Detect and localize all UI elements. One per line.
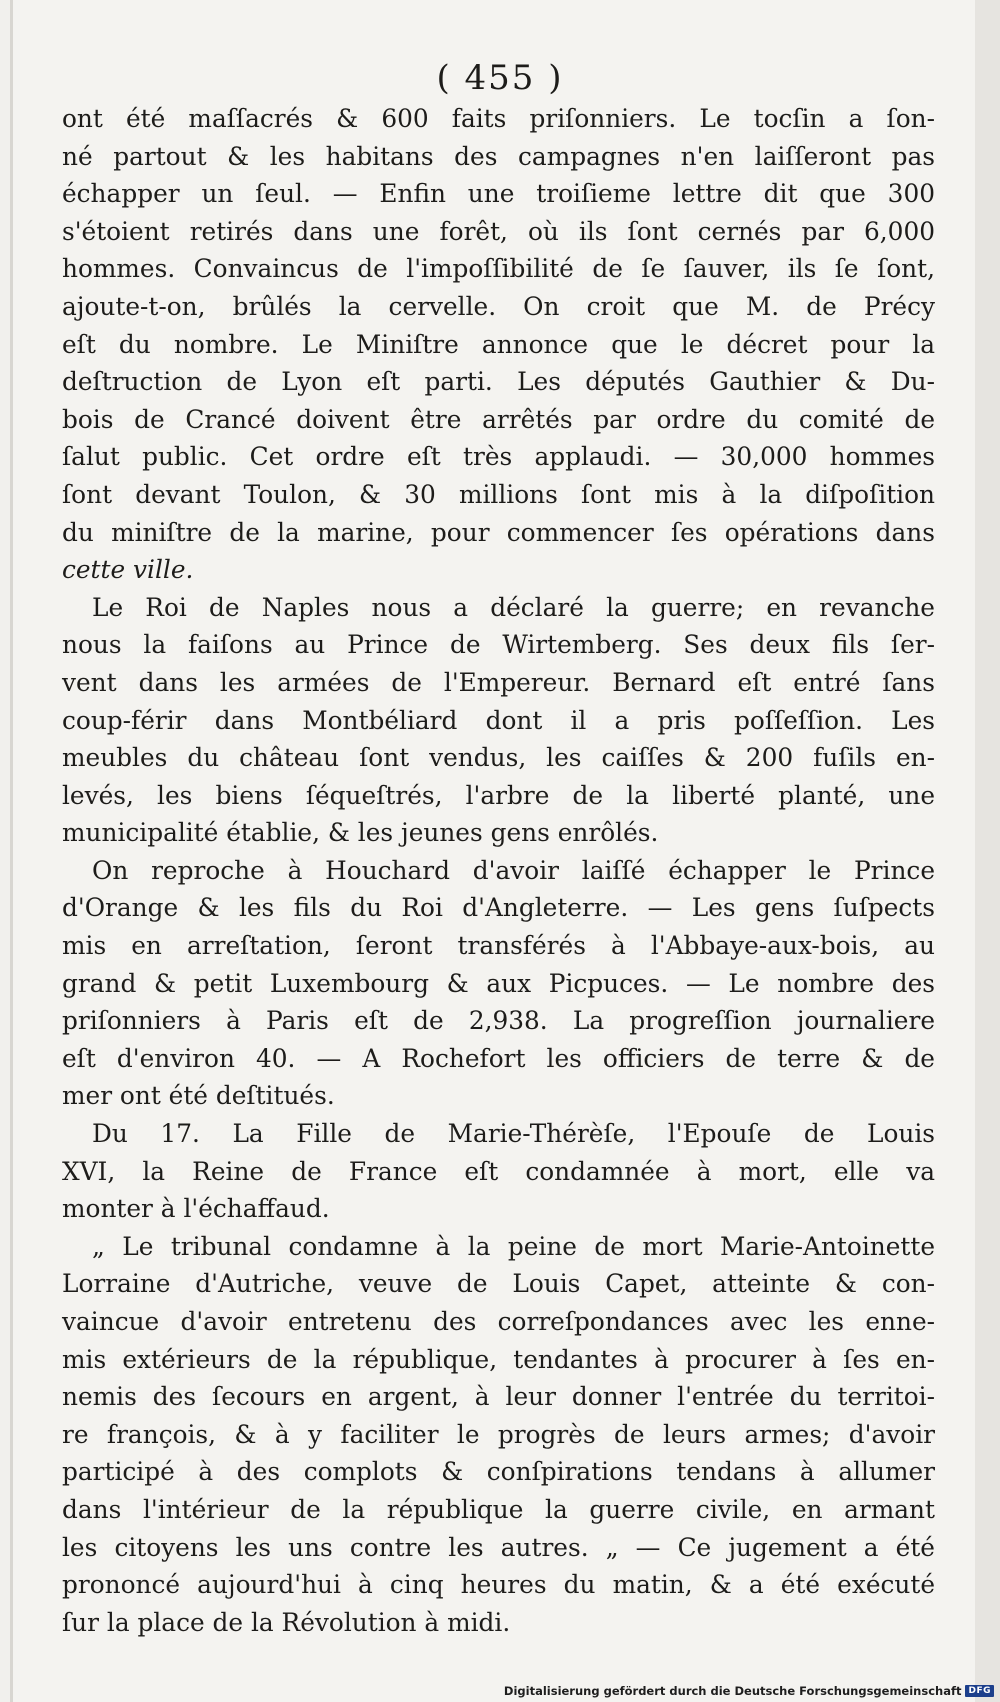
text-line: bois de Crancé doivent être arrêtés par ordre du comité de [62,404,935,434]
text-line: ſur la place de la Révolution à midi. [62,1607,511,1637]
text-line: cette ville. [62,555,194,585]
text-line: Lorraine d'Autriche, veuve de Louis Capet, atteinte & con- [62,1269,935,1299]
text-line: du miniſtre de la marine, pour commencer ſes opérations dans [62,517,935,547]
body-text [62,100,935,1641]
text-line: levés, les biens ſéqueſtrés, l'arbre de la liberté planté, une [62,780,935,810]
text-line: eſt d'environ 40. — A Rochefort les officiers de terre & de [62,1043,935,1073]
text-line: On reproche à Houchard d'avoir laiſſé échapper le Prince [92,855,935,885]
text-line: meubles du château ſont vendus, les caiſſes & 200 fuſils en- [62,743,935,773]
text-line: ſalut public. Cet ordre eſt très applaudi. — 30,000 hommes [62,442,935,472]
text-line: s'étoient retirés dans une forêt, où ils ſont cernés par 6,000 [62,216,935,246]
text-line: ſont devant Toulon, & 30 millions ſont mis à la diſpoſition [62,479,935,509]
text-line: re françois, & à y faciliter le progrès de leurs armes; d'avoir [62,1419,935,1449]
text-line: mer ont été deſtitués. [62,1081,335,1111]
text-line: mis en arreſtation, ſeront transférés à l'Abbaye-aux-bois, au [62,931,935,961]
text-line: deſtruction de Lyon eſt parti. Les députés Gauthier & Du- [62,367,935,397]
dfg-logo-icon: DFG [965,1685,994,1697]
text-line: vaincue d'avoir entretenu des correſpondances avec les enne- [62,1307,935,1336]
text-line: hommes. Convaincus de l'impoſſibilité de ſe ſauver, ils ſe ſont, [62,254,935,284]
text-line: participé à des complots & conſpirations tendans à allumer [62,1457,935,1487]
text-line: grand & petit Luxembourg & aux Picpuces. — Le nombre des [62,968,935,998]
text-line: ont été maſſacrés & 600 faits priſonniers. Le tocſin a ſon- [62,104,935,133]
credit-text: Digitalisierung gefördert durch die Deutsche Forschungsgemeinschaft [503,1684,962,1698]
page-number: ( 455 ) [436,58,564,98]
text-line: priſonniers à Paris eſt de 2,938. La progreſſion journaliere [62,1006,935,1036]
text-line: ajoute-t-on, brûlés la cervelle. On croit que M. de Précy [62,291,935,321]
page-edge [975,0,1000,1702]
text-line: échapper un ſeul. — Enfin une troiſieme lettre dit que 300 [62,179,935,209]
text-line: „ Le tribunal condamne à la peine de mort Marie-Antoinette [92,1231,935,1261]
text-line: d'Orange & les fils du Roi d'Angleterre. — Les gens ſuſpects [62,893,935,923]
text-line: nemis des ſecours en argent, à leur donner l'entrée du territoi- [62,1382,935,1412]
text-line: municipalité établie, & les jeunes gens enrôlés. [62,818,659,848]
text-line: coup-férir dans Montbéliard dont il a pris poſſeſſion. Les [62,705,935,735]
text-line: mis extérieurs de la république, tendantes à procurer à ſes en- [62,1344,935,1374]
text-line: nous la faiſons au Prince de Wirtemberg. Ses deux fils ſer- [62,630,935,660]
text-line: eſt du nombre. Le Miniſtre annonce que le décret pour la [62,329,935,359]
text-line: dans l'intérieur de la république la guerre civile, en armant [62,1494,935,1524]
text-line: né partout & les habitans des campagnes n'en laiſſeront pas [62,141,935,171]
text-line: les citoyens les uns contre les autres. „ — Ce jugement a été [62,1532,935,1562]
text-line: XVI, la Reine de France eſt condamnée à mort, elle va [62,1156,935,1186]
text-line: prononcé aujourd'hui à cinq heures du matin, & a été exécuté [62,1570,935,1600]
text-line: monter à l'échaffaud. [62,1194,330,1224]
text-line: Du 17. La Fille de Marie-Thérèſe, l'Epouſe de Louis [92,1119,935,1149]
text-line: Le Roi de Naples nous a déclaré la guerre; en revanche [92,592,935,622]
text-line: vent dans les armées de l'Empereur. Bernard eſt entré ſans [62,667,935,697]
digitization-credit [504,1684,994,1698]
